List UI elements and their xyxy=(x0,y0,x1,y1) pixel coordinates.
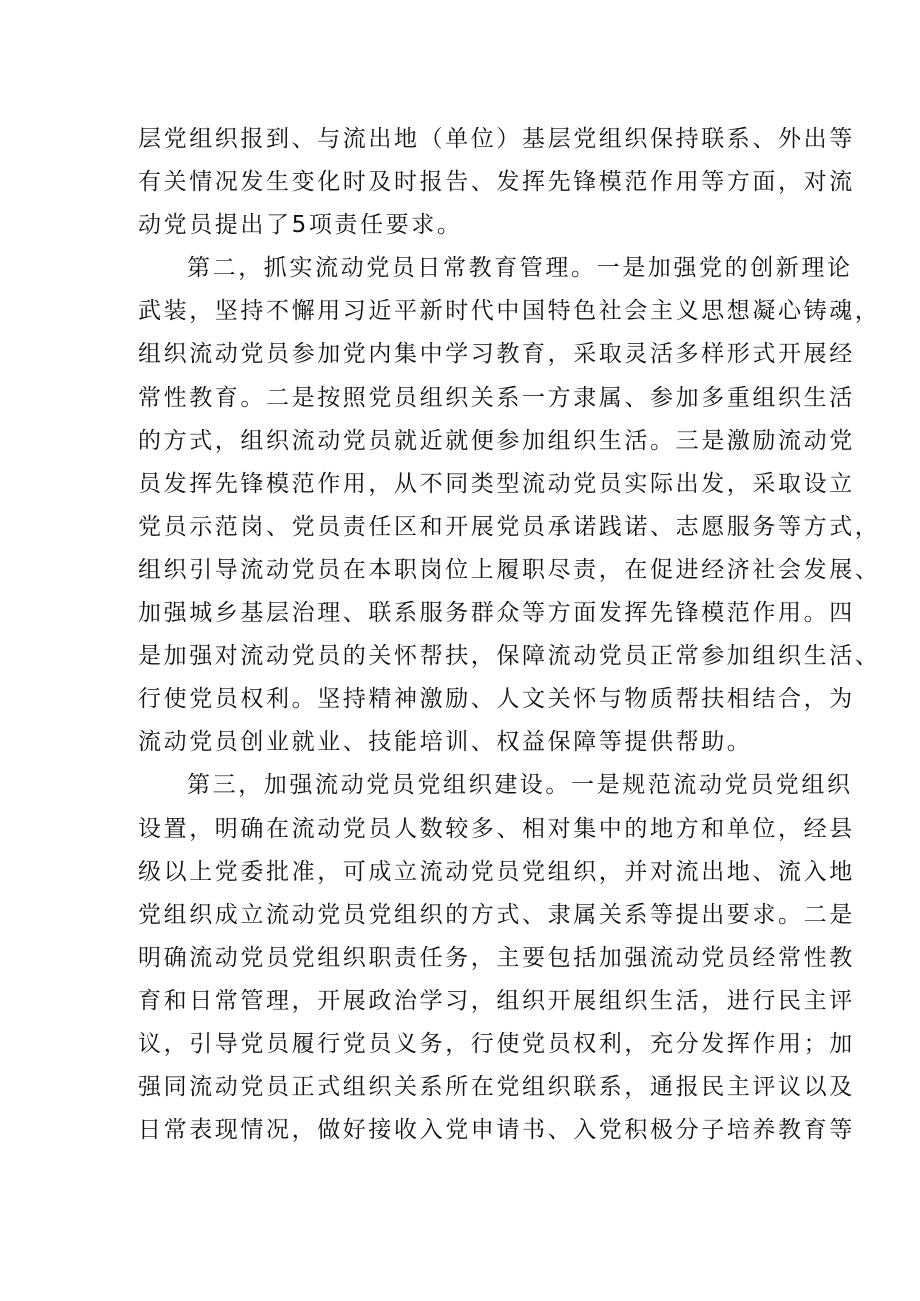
text-line: 动党员提出了5项责任要求。 xyxy=(138,212,463,239)
text-line: 组织引导流动党员在本职岗位上履职尽责，在促进经济社会发展、 xyxy=(138,556,881,583)
document-body xyxy=(138,118,881,1152)
text-line: 有关情况发生变化时及时报告、发挥先锋模范作用等方面，对流 xyxy=(138,169,855,196)
text-line: 党组织成立流动党员党组织的方式、隶属关系等提出要求。二是 xyxy=(138,901,855,928)
text-line: 层党组织报到、与流出地（单位）基层党组织保持联系、外出等 xyxy=(138,126,855,152)
text-line: 武装，坚持不懈用习近平新时代中国特色社会主义思想凝心铸魂， xyxy=(138,298,881,325)
text-line: 议，引导党员履行党员义务，行使党员权利，充分发挥作用；加 xyxy=(138,1030,855,1057)
text-line: 日常表现情况，做好接收入党申请书、入党积极分子培养教育等 xyxy=(138,1117,855,1144)
text-line: 党员示范岗、党员责任区和开展党员承诺践诺、志愿服务等方式， xyxy=(138,513,881,540)
text-line: 常性教育。二是按照党员组织关系一方隶属、参加多重组织生活 xyxy=(138,384,855,411)
text-line: 行使党员权利。坚持精神激励、人文关怀与物质帮扶相结合，为 xyxy=(138,686,855,713)
text-line: 明确流动党员党组织职责任务，主要包括加强流动党员经常性教 xyxy=(138,944,855,971)
text-line: 强同流动党员正式组织关系所在党组织联系，通报民主评议以及 xyxy=(138,1074,855,1101)
text-line: 流动党员创业就业、技能培训、权益保障等提供帮助。 xyxy=(138,729,753,756)
text-line: 育和日常管理，开展政治学习，组织开展组织生活，进行民主评 xyxy=(138,987,855,1014)
text-line: 设置，明确在流动党员人数较多、相对集中的地方和单位，经县 xyxy=(138,815,855,842)
text-line: 加强城乡基层治理、联系服务群众等方面发挥先锋模范作用。四 xyxy=(138,600,855,627)
text-line: 是加强对流动党员的关怀帮扶，保障流动党员正常参加组织生活、 xyxy=(138,643,881,670)
text-line: 组织流动党员参加党内集中学习教育，采取灵活多样形式开展经 xyxy=(138,341,855,368)
text-line: 的方式，组织流动党员就近就便参加组织生活。三是激励流动党 xyxy=(138,427,855,454)
text-line: 级以上党委批准，可成立流动党员党组织，并对流出地、流入地 xyxy=(138,858,855,885)
paragraph-start-line: 第三，加强流动党员党组织建设。一是规范流动党员党组织 xyxy=(187,772,853,799)
text-line: 员发挥先锋模范作用，从不同类型流动党员实际出发，采取设立 xyxy=(138,470,855,497)
paragraph-start-line: 第二，抓实流动党员日常教育管理。一是加强党的创新理论 xyxy=(187,255,853,282)
